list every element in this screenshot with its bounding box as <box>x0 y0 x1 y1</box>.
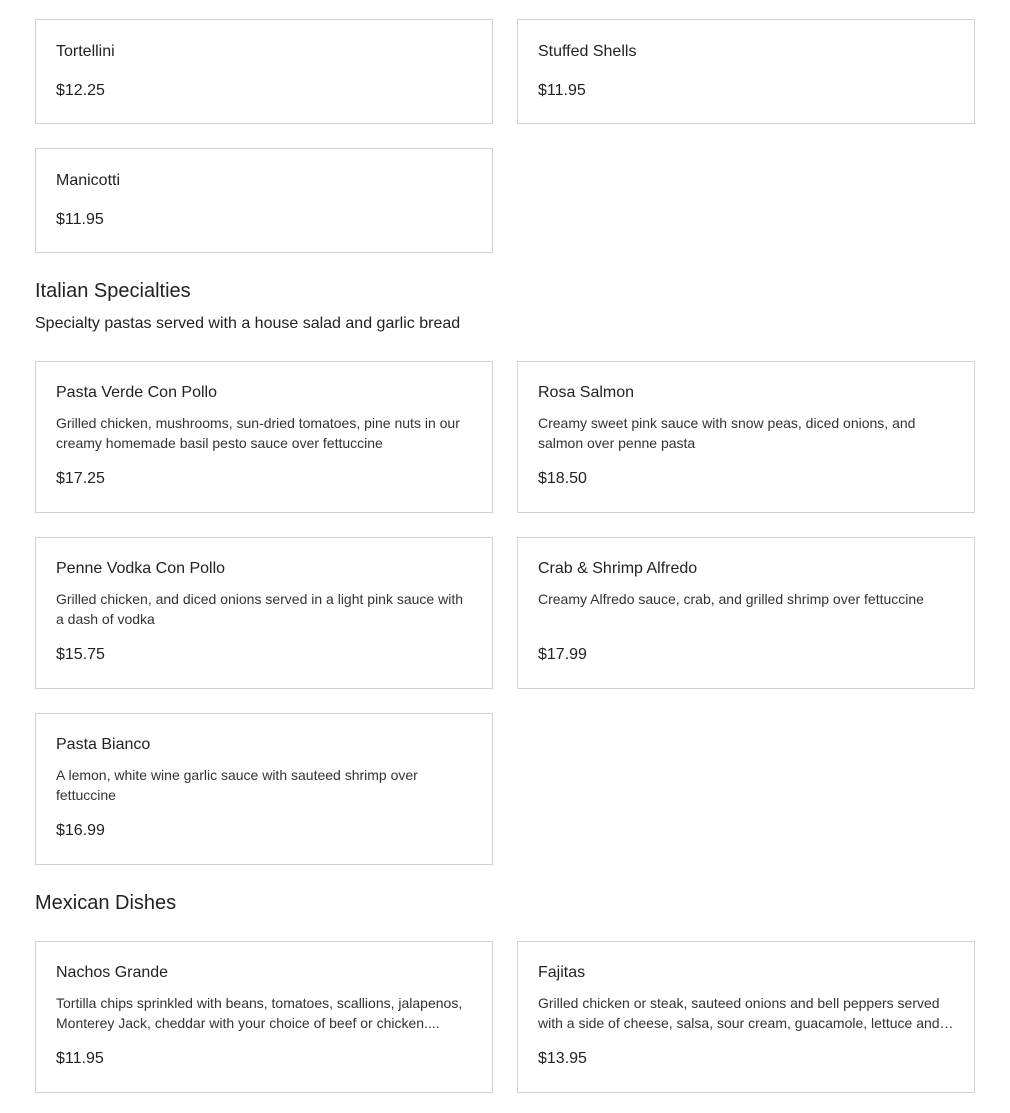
menu-item-card[interactable] <box>35 941 493 1093</box>
item-price: $17.99 <box>538 646 587 663</box>
item-name: Penne Vodka Con Pollo <box>56 560 226 577</box>
section-title: Italian Specialties <box>35 280 191 302</box>
item-description: Grilled chicken, mushrooms, sun-dried tomatoes, pine nuts in our creamy homemade basil pesto sauce over fettuccine <box>56 415 460 451</box>
menu-item-card[interactable] <box>517 537 975 689</box>
item-price: $17.25 <box>56 470 105 487</box>
item-price: $11.95 <box>538 82 586 99</box>
item-name: Tortellini <box>56 43 115 60</box>
menu-item-card[interactable] <box>517 361 975 513</box>
item-name: Stuffed Shells <box>538 43 637 60</box>
section-description: Specialty pastas served with a house salad and garlic bread <box>35 315 461 332</box>
item-price: $11.95 <box>56 211 104 228</box>
item-name: Rosa Salmon <box>538 384 635 401</box>
item-description: Creamy sweet pink sauce with snow peas, diced onions, and salmon over penne pasta <box>538 415 916 451</box>
menu-item-card[interactable] <box>517 19 975 124</box>
item-name: Pasta Bianco <box>56 736 151 753</box>
item-price: $12.25 <box>56 82 105 99</box>
item-description: Grilled chicken or steak, sauteed onions and bell peppers served with a side of cheese, salsa, sour cream, guacamole, lettuce and… <box>538 995 954 1031</box>
item-description: Grilled chicken, and diced onions served in a light pink sauce with a dash of vodka <box>56 591 464 627</box>
item-name: Manicotti <box>56 172 121 189</box>
item-price: $18.50 <box>538 470 587 487</box>
item-name: Nachos Grande <box>56 964 169 981</box>
menu-item-card[interactable] <box>35 713 493 865</box>
item-price: $16.99 <box>56 822 105 839</box>
item-price: $15.75 <box>56 646 105 663</box>
item-price: $11.95 <box>56 1050 104 1067</box>
item-name: Pasta Verde Con Pollo <box>56 384 217 401</box>
menu-item-card[interactable] <box>35 19 493 124</box>
menu-item-card[interactable] <box>35 361 493 513</box>
item-description: Tortilla chips sprinkled with beans, tomatoes, scallions, jalapenos, Monterey Jack, cheddar with your choice of beef or chicken.... <box>56 995 463 1031</box>
item-description: Creamy Alfredo sauce, crab, and grilled shrimp over fettuccine <box>538 591 924 607</box>
item-name: Fajitas <box>538 964 586 981</box>
section-title: Mexican Dishes <box>35 892 177 914</box>
item-name: Crab & Shrimp Alfredo <box>538 560 698 577</box>
menu-item-card[interactable] <box>35 148 493 253</box>
menu-item-card[interactable] <box>35 537 493 689</box>
menu-item-card[interactable] <box>517 941 975 1093</box>
item-description: A lemon, white wine garlic sauce with sauteed shrimp over fettuccine <box>56 767 418 803</box>
item-price: $13.95 <box>538 1050 587 1067</box>
